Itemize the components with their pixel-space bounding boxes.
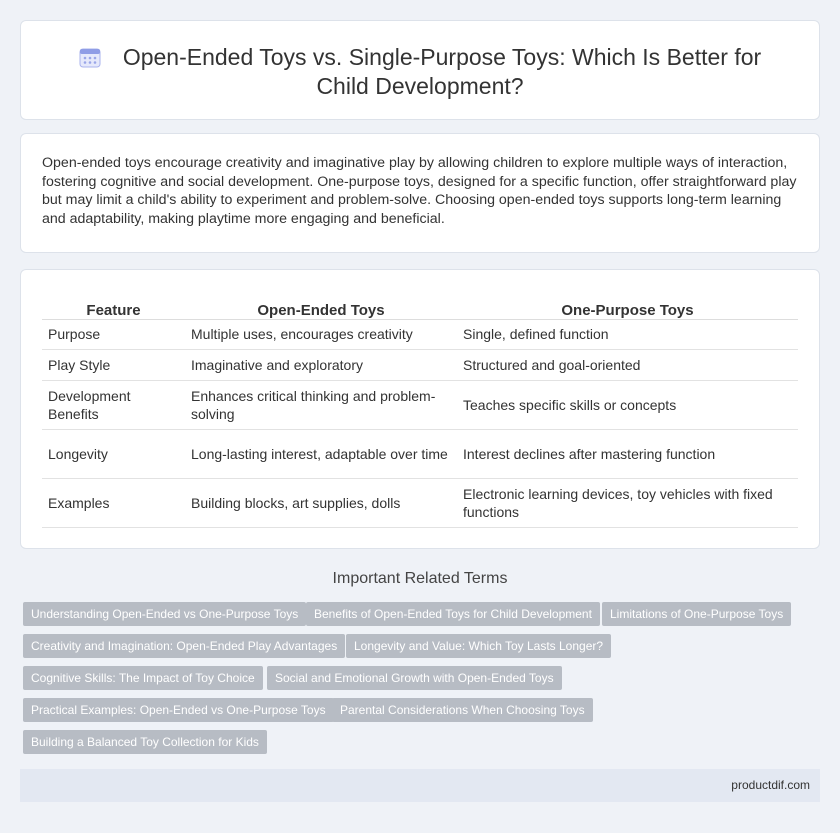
row-open-ended-cell: Enhances critical thinking and problem-solving xyxy=(185,380,457,429)
footer-bar xyxy=(20,769,820,802)
row-feature-cell: Examples xyxy=(42,478,185,527)
row-one-purpose-cell: Teaches specific skills or concepts xyxy=(457,380,798,429)
related-term-tag[interactable]: Benefits of Open-Ended Toys for Child Development xyxy=(306,602,600,626)
related-term-tag[interactable]: Limitations of One-Purpose Toys xyxy=(602,602,791,626)
table-row xyxy=(42,478,798,527)
related-term-tag[interactable]: Building a Balanced Toy Collection for Kids xyxy=(23,730,267,754)
header-one-purpose: One-Purpose Toys xyxy=(457,297,798,319)
title-card xyxy=(20,20,820,120)
row-one-purpose-cell: Structured and goal-oriented xyxy=(457,349,798,380)
comparison-table xyxy=(42,297,798,528)
footer-site-link[interactable]: productdif.com xyxy=(731,778,810,792)
row-open-ended-cell: Building blocks, art supplies, dolls xyxy=(185,478,457,527)
row-open-ended-cell: Imaginative and exploratory xyxy=(185,349,457,380)
row-feature-cell: Development Benefits xyxy=(42,380,185,429)
intro-card xyxy=(20,133,820,253)
page-title-wrap xyxy=(21,43,819,101)
table-header-row xyxy=(42,297,798,319)
intro-paragraph: Open-ended toys encourage creativity and imaginative play by allowing children to explore multiple ways of interaction, fostering cognitive and social development. One-purpose toys, designed for a specific function, offer straightforward play but may limit a child's ability to experiment and problem-solve. Choosing open-ended toys supports long-term learning and adaptability, making playtime more engaging and beneficial. xyxy=(42,155,797,227)
table-row xyxy=(42,319,798,349)
related-term-tag[interactable]: Longevity and Value: Which Toy Lasts Longer? xyxy=(346,634,611,658)
row-feature-cell: Purpose xyxy=(42,319,185,349)
related-term-tag[interactable]: Social and Emotional Growth with Open-Ended Toys xyxy=(267,666,562,690)
related-term-tag[interactable]: Parental Considerations When Choosing Toys xyxy=(332,698,593,722)
calendar-icon xyxy=(79,46,101,68)
related-term-tag[interactable]: Understanding Open-Ended vs One-Purpose Toys xyxy=(23,602,306,626)
table-row xyxy=(42,349,798,380)
comparison-card xyxy=(20,269,820,549)
related-term-tag[interactable]: Cognitive Skills: The Impact of Toy Choice xyxy=(23,666,263,690)
related-term-tag[interactable]: Practical Examples: Open-Ended vs One-Purpose Toys xyxy=(23,698,334,722)
page-title: Open-Ended Toys vs. Single-Purpose Toys: Which Is Better for Child Development? xyxy=(122,44,762,99)
row-open-ended-cell: Multiple uses, encourages creativity xyxy=(185,319,457,349)
header-open-ended: Open-Ended Toys xyxy=(185,297,457,319)
related-terms-title: Important Related Terms xyxy=(332,570,508,587)
related-term-tag[interactable]: Creativity and Imagination: Open-Ended Play Advantages xyxy=(23,634,345,658)
table-row xyxy=(42,380,798,429)
row-feature-cell: Longevity xyxy=(42,429,185,478)
row-open-ended-cell: Long-lasting interest, adaptable over time xyxy=(185,429,457,478)
row-one-purpose-cell: Electronic learning devices, toy vehicles with fixed functions xyxy=(457,478,798,527)
row-feature-cell: Play Style xyxy=(42,349,185,380)
header-feature: Feature xyxy=(42,297,185,319)
row-one-purpose-cell: Single, defined function xyxy=(457,319,798,349)
table-row xyxy=(42,429,798,478)
row-one-purpose-cell: Interest declines after mastering function xyxy=(457,429,798,478)
